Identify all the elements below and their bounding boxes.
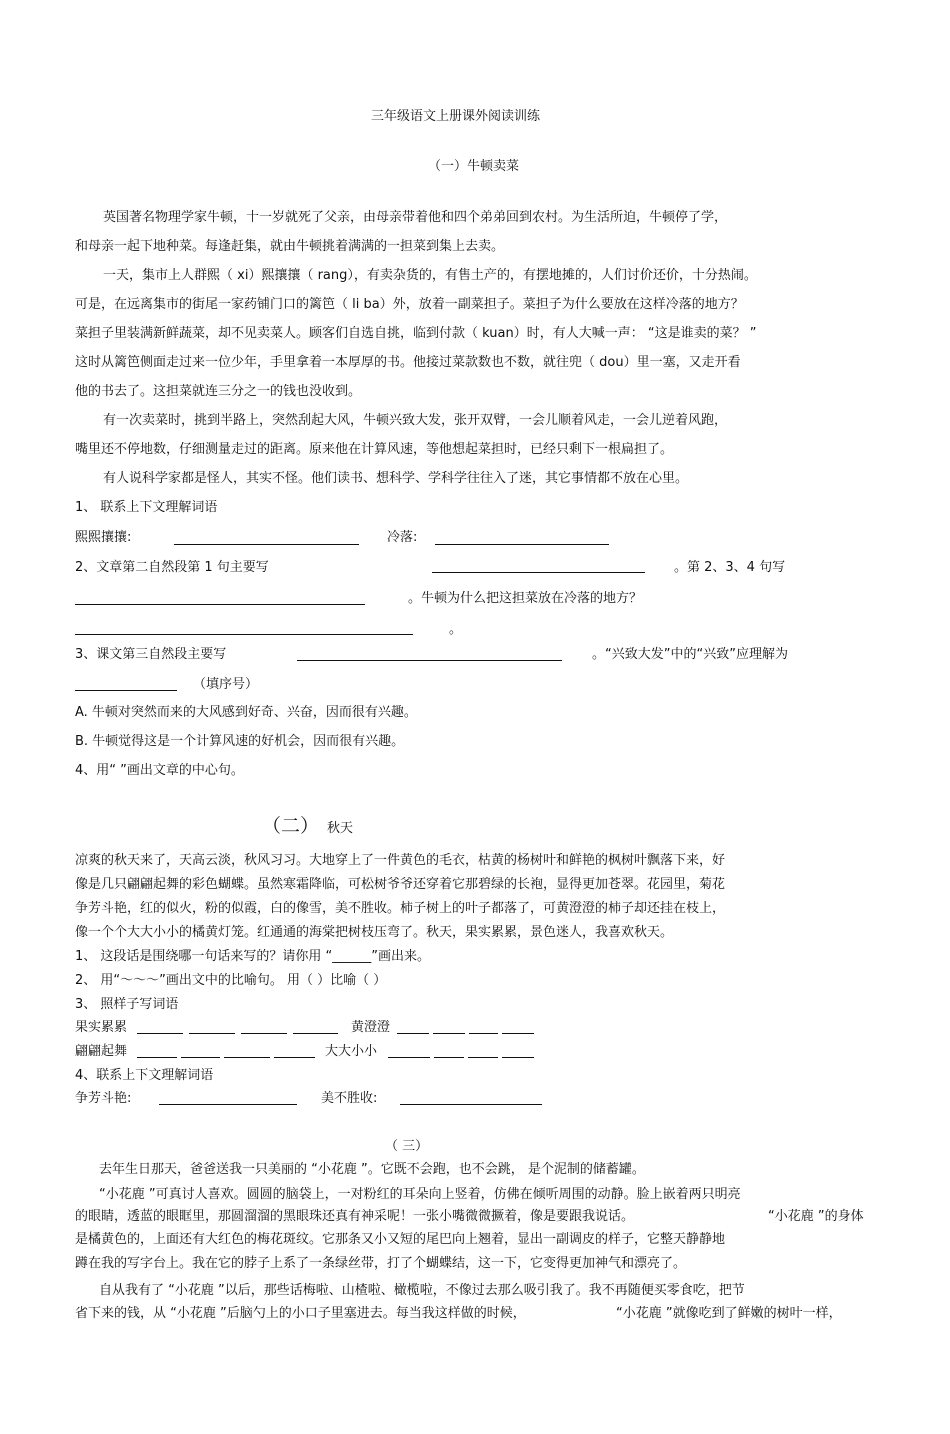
s2-q3-word-1: 果实累累 (75, 1020, 128, 1035)
s2-q4-term-b: 美不胜收: (321, 1091, 378, 1106)
s2-line-3: 争芳斗艳，红的似火，粉的似霞，白的像雪，美不胜收。柿子树上的叶子都落了，可黄澄澄的柿子却还挂在枝上， (75, 901, 726, 916)
s2-q3-blank[interactable] (241, 1033, 287, 1034)
s1-question-1: 1、 联系上下文理解词语 (75, 500, 218, 515)
s3-line-1: 去年生日那天，爸爸送我一只美丽的 “小花鹿 ”。它既不会跑，也不会跳， 是个泥制的储蓄罐。 (99, 1162, 645, 1177)
s1-q1-term-a: 熙熙攘攘: (75, 530, 132, 545)
s2-q3-blank[interactable] (502, 1033, 534, 1034)
s1-q1-term-b: 冷落: (387, 530, 418, 545)
s2-q3-blank[interactable] (137, 1033, 183, 1034)
s3-line-6: 自从我有了 “小花鹿 ”以后，那些话梅啦、山楂啦、橄榄啦，不像过去那么吸引我了。我不再随便买零食吃，把节 (99, 1283, 745, 1298)
s2-q3-blank[interactable] (433, 1033, 465, 1034)
s1-line-5: 菜担子里装满新鲜蔬菜，却不见卖菜人。顾客们自选自挑，临到付款（ kuan）时，有人大喊一声： “这是谁卖的菜？ ” (75, 326, 757, 341)
s1-q3-part-c: （填序号） (193, 677, 259, 692)
section-1-heading: （一）牛顿卖菜 (428, 159, 520, 174)
s2-q3-blank[interactable] (468, 1057, 498, 1058)
s2-question-4: 4、联系上下文理解词语 (75, 1068, 214, 1083)
s2-q3-blank[interactable] (224, 1057, 270, 1058)
s2-q3-blank[interactable] (388, 1057, 430, 1058)
section-2-heading-number: （二） (262, 815, 320, 837)
s1-q2-answer-1[interactable] (432, 572, 645, 573)
s2-q4-answer-a[interactable] (159, 1104, 297, 1105)
s1-line-10: 有人说科学家都是怪人，其实不怪。他们读书、想科学、学科学往往入了迷，其它事情都不放在心里。 (103, 471, 689, 486)
s2-question-2: 2、 用“～～～”画出文中的比喻句。 用（ ）比喻（ ） (75, 973, 387, 988)
s1-line-6: 这时从篱笆侧面走过来一位少年，手里拿着一本厚厚的书。他接过菜款数也不数，就往兜（ dou）里一塞，又走开看 (75, 355, 741, 370)
s2-q3-blank[interactable] (181, 1057, 220, 1058)
s3-line-3-end: “小花鹿 ”的身体 (768, 1209, 864, 1224)
s1-line-3: 一天，集市上人群熙（ xi）熙攘攘（ rang），有卖杂货的，有售土产的，有摆地摊的，人们讨价还价，十分热闹。 (103, 268, 757, 283)
document-title: 三年级语文上册课外阅读训练 (371, 109, 541, 124)
s1-q2-part-a-text (75, 559, 433, 577)
s2-q3-blank[interactable] (189, 1033, 235, 1034)
s2-q4-answer-b[interactable] (400, 1104, 542, 1105)
s1-q2-part-b: 。第 2、3、4 句写 (674, 560, 786, 575)
s2-q3-word-4: 大大小小 (325, 1044, 378, 1059)
s1-q2-part-a-label: 2、文章第二自然段第 1 句主要写 (75, 560, 269, 575)
s3-line-7-end: “小花鹿 ”就像吃到了鲜嫩的树叶一样， (616, 1306, 842, 1321)
s2-q3-blank[interactable] (397, 1033, 429, 1034)
s1-option-a: A. 牛顿对突然而来的大风感到好奇、兴奋，因而很有兴趣。 (75, 705, 417, 720)
s1-q3-part-a: 3、课文第三自然段主要写 (75, 647, 227, 662)
s1-line-9: 嘴里还不停地数，仔细测量走过的距离。原来他在计算风速，等他想起菜担时，已经只剩下一根扁担了。 (75, 442, 674, 457)
s2-q4-term-a: 争芳斗艳: (75, 1091, 132, 1106)
s1-q3-part-b: 。“兴致大发”中的“兴致”应理解为 (592, 647, 788, 662)
s1-question-4: 4、用“ ”画出文章的中心句。 (75, 763, 244, 778)
s2-q3-blank[interactable] (274, 1057, 315, 1058)
s2-q3-blank[interactable] (434, 1057, 464, 1058)
s1-q1-answer-b[interactable] (435, 544, 609, 545)
section-3-heading: （ 三） (385, 1139, 429, 1154)
s1-line-7: 他的书去了。这担菜就连三分之一的钱也没收到。 (75, 384, 362, 399)
s2-q3-word-3: 翩翩起舞 (75, 1044, 128, 1059)
s2-line-4: 像一个个大大小小的橘黄灯笼。红通通的海棠把树枝压弯了。秋天，果实累累，景色迷人，我喜欢秋天。 (75, 925, 674, 940)
s1-q2-part-a (75, 559, 433, 577)
s1-line-8: 有一次卖菜时，挑到半路上，突然刮起大风，牛顿兴致大发，张开双臂，一会儿顺着风走，一会儿逆着风跑， (103, 413, 728, 428)
s1-q2-answer-2[interactable] (75, 604, 365, 605)
s1-q3-answer-2[interactable] (75, 690, 177, 691)
s2-q3-blank[interactable] (293, 1033, 338, 1034)
s1-q1-answer-a[interactable] (174, 544, 359, 545)
section-2-heading-title: 秋天 (327, 821, 354, 836)
s3-line-2: “小花鹿 ”可真讨人喜欢。圆圆的脑袋上，一对粉红的耳朵向上竖着，仿佛在倾听周围的动静。脸上嵌着两只明亮 (99, 1187, 741, 1202)
s1-q2-answer-3[interactable] (75, 634, 413, 635)
s2-q3-blank[interactable] (502, 1057, 534, 1058)
s1-option-b: B. 牛顿觉得这是一个计算风速的好机会，因而很有兴趣。 (75, 734, 405, 749)
s3-line-4: 是橘黄色的，上面还有大红色的梅花斑纹。它那条又小又短的尾巴向上翘着，显出一副调皮的样子，它整天静静地 (75, 1232, 726, 1247)
s1-line-1: 英国著名物理学家牛顿，十一岁就死了父亲，由母亲带着他和四个弟弟回到农村。为生活所迫，牛顿停了学， (103, 210, 728, 225)
s2-question-1: 1、 这段话是围绕哪一句话来写的？请你用 “______”画出来。 (75, 949, 431, 964)
s3-line-7: 省下来的钱，从 “小花鹿 ”后脑勺上的小口子里塞进去。每当我这样做的时候， (75, 1306, 526, 1321)
s2-line-2: 像是几只翩翩起舞的彩色蝴蝶。虽然寒霜降临，可松树爷爷还穿着它那碧绿的长袍，显得更加苍翠。花园里，菊花 (75, 877, 726, 892)
s2-line-1: 凉爽的秋天来了，天高云淡，秋风习习。大地穿上了一件黄色的毛衣，枯黄的杨树叶和鲜艳的枫树叶飘落下来，好 (75, 853, 726, 868)
s2-q3-blank[interactable] (137, 1057, 177, 1058)
s1-q2-part-d: 。 (449, 622, 463, 637)
s2-q3-word-2: 黄澄澄 (351, 1020, 391, 1035)
s1-q3-answer-1[interactable] (297, 660, 562, 661)
s1-q2-part-c: 。牛顿为什么把这担菜放在冷落的地方？ (408, 591, 643, 606)
s2-q3-blank[interactable] (469, 1033, 498, 1034)
s1-line-2: 和母亲一起下地种菜。每逢赶集，就由牛顿挑着满满的一担菜到集上去卖。 (75, 239, 505, 254)
s3-line-5: 蹲在我的写字台上。我在它的脖子上系了一条绿丝带，打了个蝴蝶结，这一下，它变得更加神气和漂亮了。 (75, 1256, 687, 1271)
s3-line-3: 的眼睛，透蓝的眼眶里，那圆溜溜的黑眼珠还真有神采呢！一张小嘴微微撅着，像是要跟我说话。 (75, 1209, 635, 1224)
s2-question-3: 3、 照样子写词语 (75, 997, 179, 1012)
s1-line-4: 可是，在远离集市的街尾一家药铺门口的篱笆（ li ba）外，放着一副菜担子。菜担子为什么要放在这样冷落的地方？ (75, 297, 744, 312)
